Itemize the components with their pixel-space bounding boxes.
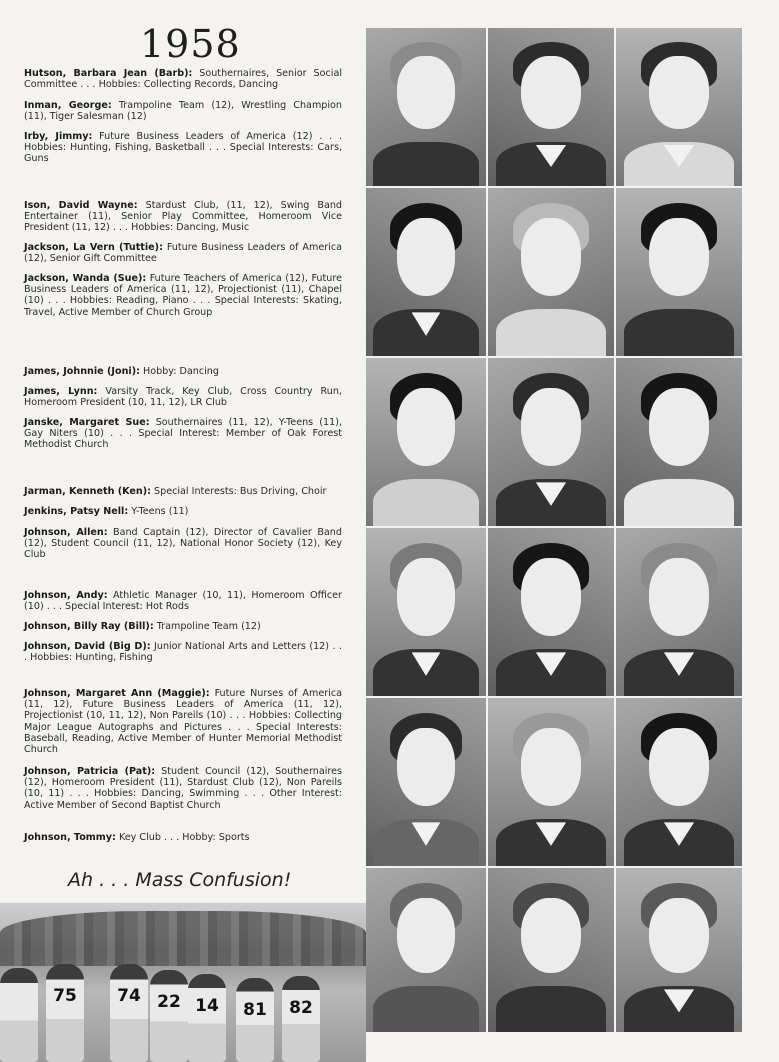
entry-text: Future Business Leaders of America (12), Senior Gift Committee [24, 242, 342, 265]
entry-text: Future Nurses of America (11, 12), Future Business Leaders of America (11, 12), Projectionist (10, 11, 12), Non Pareils (10) . . . Hobbies: Collecting Major League Autographs and Pictures . . . Special Interests: Baseball, Reading, Active Member of Hunter Memorial Methodist Church [24, 688, 342, 756]
entry-text: Stardust Club, (11, 12), Swing Band Entertainer (11), Senior Play Committee, Homeroom Vice President (11, 12) . . . Hobbies: Dancing, Music [24, 200, 342, 234]
entry-johnson-david [24, 641, 342, 663]
jersey-number: 74 [117, 986, 141, 1006]
entry-johnson-margaret [24, 688, 342, 755]
page-year: 1958 [140, 22, 241, 66]
entry-text: Southernaires (11, 12), Y-Teens (11), Gay Niters (10) . . . Special Interest: Member of Oak Forest Methodist Church [24, 417, 342, 451]
entry-name: Johnson, Tommy: [24, 832, 116, 843]
entry-name: Jenkins, Patsy Nell: [24, 506, 129, 517]
student-entries [0, 0, 360, 900]
entry-text: Special Interests: Bus Driving, Choir [154, 486, 327, 497]
portrait-jarman-kenneth [366, 528, 486, 696]
portrait-face [397, 728, 455, 805]
entry-name: Jackson, Wanda (Sue): [24, 273, 147, 284]
entry-name: Inman, George: [24, 100, 112, 111]
entry-text: Trampoline Team (12), Wrestling Champion (11), Tiger Salesman (12) [24, 100, 342, 123]
portrait-face [649, 898, 709, 973]
portrait-johnson-billy [488, 698, 614, 866]
portrait-inman-george [488, 28, 614, 186]
entry-name: Hutson, Barbara Jean (Barb): [24, 68, 193, 79]
entry-name: Johnson, Billy Ray (Bill): [24, 621, 154, 632]
portrait-james-johnnie [366, 358, 486, 526]
player [110, 964, 148, 1062]
player [236, 978, 274, 1062]
portrait-face [521, 728, 581, 805]
portrait-face [649, 558, 709, 635]
entry-text: Athletic Manager (10, 11), Homeroom Officer (10) . . . Special Interest: Hot Rods [24, 590, 342, 613]
portrait-johnson-tommy [616, 868, 742, 1032]
portrait-face [521, 558, 581, 635]
entry-name: Johnson, David (Big D): [24, 641, 151, 652]
entry-johnson-allen [24, 527, 342, 561]
entry-name: Johnson, Allen: [24, 527, 108, 538]
portrait-ison-david [366, 188, 486, 356]
entry-name: James, Johnnie (Joni): [24, 366, 140, 377]
portrait-face [649, 56, 709, 129]
entry-johnson-billy [24, 621, 342, 632]
entry-name: Johnson, Patricia (Pat): [24, 766, 156, 777]
entry-james-johnnie [24, 366, 342, 377]
portrait-face [397, 56, 455, 129]
entry-name: Jarman, Kenneth (Ken): [24, 486, 151, 497]
portrait-face [649, 388, 709, 465]
portrait-johnson-patricia [488, 868, 614, 1032]
entry-text: Future Business Leaders of America (12) . . . Hobbies: Hunting, Fishing, Basketball . . . Special Interests: Cars, Guns [24, 131, 342, 165]
portrait-face [397, 898, 455, 973]
portrait-face [649, 728, 709, 805]
entry-name: Janske, Margaret Sue: [24, 417, 150, 428]
tree-line [0, 911, 366, 966]
entry-text: Trampoline Team (12) [156, 621, 261, 632]
jersey-number: 14 [195, 996, 219, 1016]
portrait-face [521, 56, 581, 129]
portrait-jackson-lavern [488, 188, 614, 356]
entry-johnson-andy [24, 590, 342, 612]
portrait-hutson-barbara [366, 28, 486, 186]
player [46, 964, 84, 1062]
portrait-face [521, 898, 581, 973]
entry-text: Southernaires, Senior Social Committee . . . Hobbies: Collecting Records, Dancing [24, 68, 342, 91]
player [188, 974, 226, 1062]
portrait-johnson-andy [366, 698, 486, 866]
player [0, 968, 38, 1062]
portrait-face [521, 218, 581, 295]
portrait-face [397, 558, 455, 635]
entry-jackson-lavern [24, 242, 342, 264]
entry-james-lynn [24, 386, 342, 408]
player [150, 970, 188, 1062]
portrait-janske-margaret [616, 358, 742, 526]
entry-text: Varsity Track, Key Club, Cross Country Run, Homeroom President (10, 11, 12), LR Club [24, 386, 342, 409]
portrait-body [496, 309, 607, 356]
entry-jarman [24, 486, 342, 497]
portrait-johnson-allen [616, 528, 742, 696]
entry-text: Hobby: Dancing [142, 366, 219, 377]
entry-jackson-wanda [24, 273, 342, 318]
portrait-jenkins-patsy [488, 528, 614, 696]
portrait-johnson-david [616, 698, 742, 866]
portrait-johnson-margaret [366, 868, 486, 1032]
entry-johnson-tommy [24, 832, 342, 843]
entry-ison [24, 200, 342, 234]
portrait-body [373, 479, 479, 526]
portrait-body [373, 986, 479, 1032]
portrait-face [649, 218, 709, 295]
entry-name: Johnson, Margaret Ann (Maggie): [24, 688, 210, 699]
entry-text: Y-Teens (11) [131, 506, 189, 517]
portrait-james-lynn [488, 358, 614, 526]
jersey-number: 82 [289, 998, 313, 1018]
jersey-number: 22 [157, 992, 181, 1012]
entry-text: Key Club . . . Hobby: Sports [118, 832, 250, 843]
entry-inman [24, 100, 342, 122]
entry-name: Jackson, La Vern (Tuttie): [24, 242, 163, 253]
entry-name: Ison, David Wayne: [24, 200, 138, 211]
portrait-body [624, 479, 735, 526]
entry-name: Irby, Jimmy: [24, 131, 93, 142]
entry-jenkins [24, 506, 342, 517]
entry-name: James, Lynn: [24, 386, 98, 397]
photo-caption: Ah . . . Mass Confusion! [68, 869, 292, 891]
portrait-body [496, 986, 607, 1032]
entry-janske [24, 417, 342, 451]
portrait-jackson-wanda [616, 188, 742, 356]
jersey-number: 75 [53, 986, 77, 1006]
football-photo [0, 903, 366, 1062]
portrait-face [521, 388, 581, 465]
portrait-face [397, 218, 455, 295]
entry-text: Future Teachers of America (12), Future Business Leaders of America (11, 12), Projectionist (11), Chapel (10) . . . Hobbies: Reading, Piano . . . Special Interests: Skating, Travel, Active Member of Church Group [24, 273, 342, 318]
entry-name: Johnson, Andy: [24, 590, 108, 601]
portrait-irby-jimmy [616, 28, 742, 186]
entry-text: Student Council (12), Southernaires (12), Homeroom President (11), Stardust Club (12), Non Pareils (10, 11) . . . Hobbies: Dancing, Swimming . . . Other Interest: Active Member of Second Baptist Church [24, 766, 342, 811]
entry-text: Band Captain (12), Director of Cavalier Band (12), Student Council (11, 12), National Honor Society (12), Key Club [24, 527, 342, 561]
player [282, 976, 320, 1062]
entry-hutson [24, 68, 342, 90]
entry-irby [24, 131, 342, 165]
portrait-body [624, 309, 735, 356]
entry-johnson-patricia [24, 766, 342, 811]
portrait-face [397, 388, 455, 465]
portrait-body [373, 142, 479, 186]
entry-text: Junior National Arts and Letters (12) . . . Hobbies: Hunting, Fishing [24, 641, 342, 664]
jersey-number: 81 [243, 1000, 267, 1020]
